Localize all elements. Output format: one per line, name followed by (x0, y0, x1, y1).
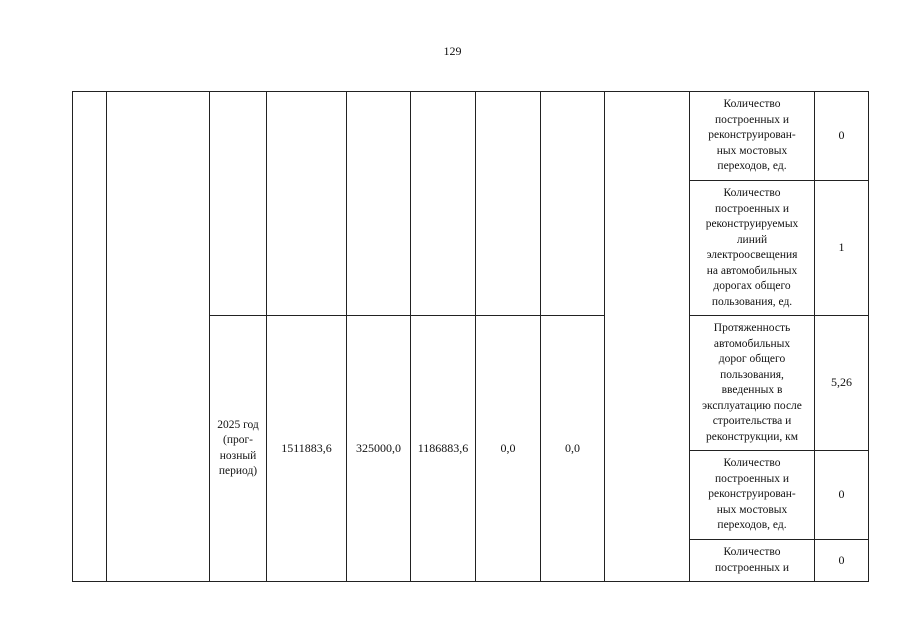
indicator-name: Количество построенных и реконструирован- ных мостовых переходов, ед. (690, 92, 815, 181)
funding-cell-prev-3 (411, 92, 476, 316)
year-cell-prev (210, 92, 267, 316)
indicator-value: 0 (815, 540, 869, 582)
budget-table (72, 91, 869, 582)
indicator-value: 5,26 (815, 316, 869, 451)
funding-cell-2025-5: 0,0 (541, 316, 605, 582)
executor-cell (605, 92, 690, 582)
funding-cell-prev-4 (476, 92, 541, 316)
indicator-value: 1 (815, 181, 869, 316)
indicator-name: Количество построенных и реконструируемых линий электроосвещения на автомобильных дорогах общего пользования, ед. (690, 181, 815, 316)
year-cell-2025: 2025 год (прог- нозный период) (210, 316, 267, 582)
indicator-name: Количество построенных и (690, 540, 815, 582)
event-name-cell (107, 92, 210, 582)
total-cell-prev (267, 92, 347, 316)
indicator-name: Протяженность автомобильных дорог общего пользования, введенных в эксплуатацию после строительства и реконструкции, км (690, 316, 815, 451)
funding-cell-prev-2 (347, 92, 411, 316)
page-number: 129 (443, 44, 462, 58)
indicator-value: 0 (815, 451, 869, 540)
funding-cell-prev-5 (541, 92, 605, 316)
funding-cell-2025-4: 0,0 (476, 316, 541, 582)
funding-cell-2025-3: 1186883,6 (411, 316, 476, 582)
funding-cell-2025-2: 325000,0 (347, 316, 411, 582)
table-row (73, 92, 869, 181)
number-cell (73, 92, 107, 582)
total-cell-2025: 1511883,6 (267, 316, 347, 582)
indicator-name: Количество построенных и реконструирован- ных мостовых переходов, ед. (690, 451, 815, 540)
indicator-value: 0 (815, 92, 869, 181)
